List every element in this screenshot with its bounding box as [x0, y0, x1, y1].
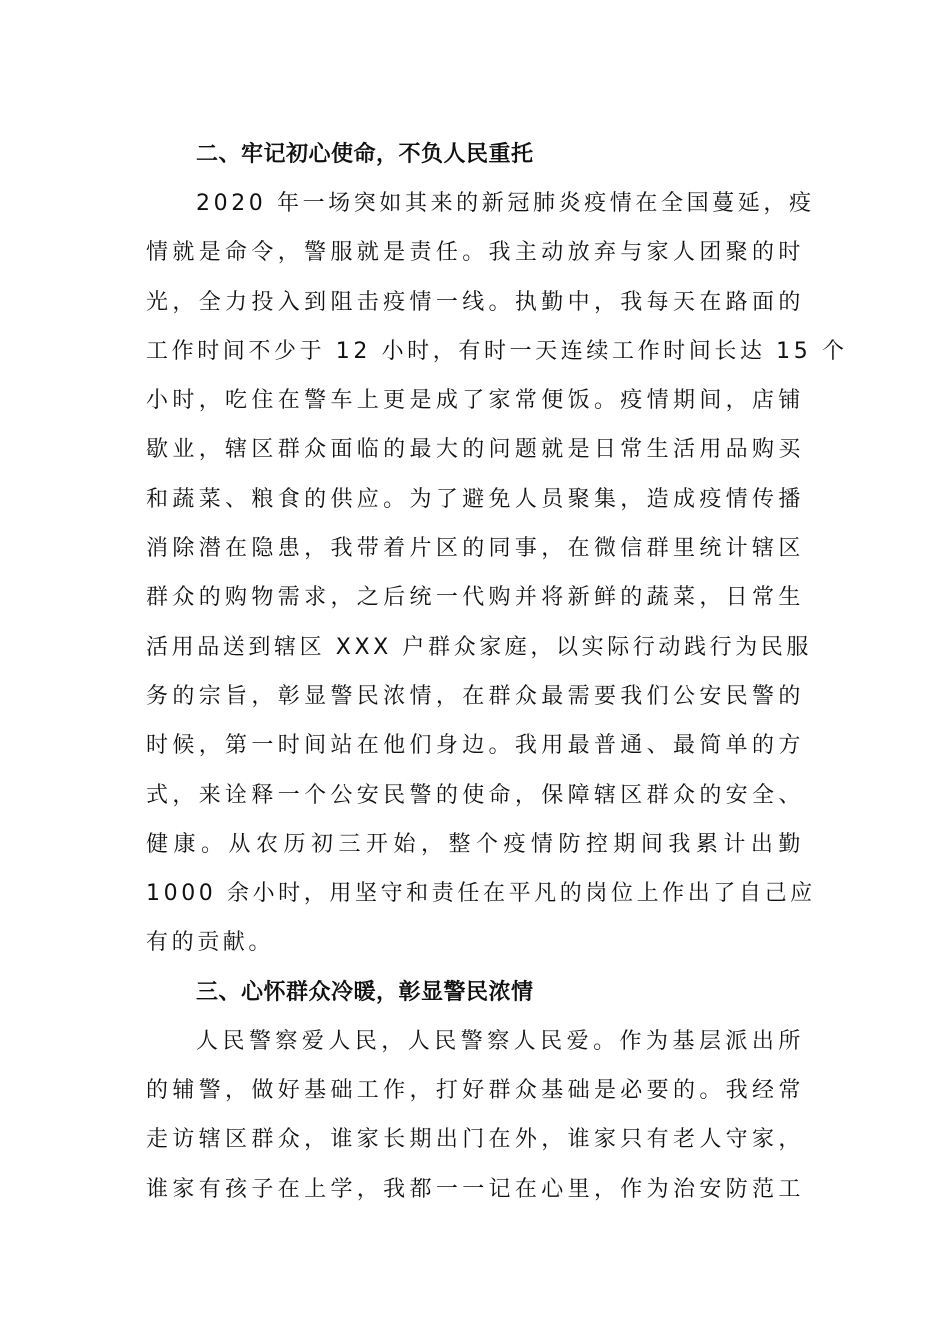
paragraph-line: 小时，吃住在警车上更是成了家常便饭。疫情期间，店铺 — [146, 388, 804, 414]
paragraph-line: 情就是命令，警服就是责任。我主动放弃与家人团聚的时 — [146, 240, 804, 266]
document-body — [146, 130, 848, 1214]
paragraph-line: 时候，第一时间站在他们身边。我用最普通、最简单的方 — [146, 733, 804, 759]
paragraph-line: 1000 余小时，用坚守和责任在平凡的岗位上作出了自己应 — [146, 881, 816, 907]
section-heading-2: 二、牢记初心使命，不负人民重托 — [196, 142, 534, 167]
paragraph-line: 有的贡献。 — [146, 930, 275, 956]
paragraph-line: 健康。从农历初三开始，整个疫情防控期间我累计出勤 — [146, 831, 804, 857]
paragraph-line: 谁家有孩子在上学，我都一一记在心里，作为治安防范工 — [146, 1176, 804, 1202]
section-3-paragraph — [146, 1017, 804, 1214]
paragraph-line: 歇业，辖区群众面临的最大的问题就是日常生活用品购买 — [146, 437, 804, 463]
paragraph-line: 消除潜在隐患，我带着片区的同事，在微信群里统计辖区 — [146, 536, 804, 562]
paragraph-line: 人民警察爱人民，人民警察人民爱。作为基层派出所 — [196, 1028, 804, 1054]
section-heading-3: 三、心怀群众冷暖，彰显警民浓情 — [196, 979, 534, 1005]
paragraph-line: 的辅警，做好基础工作，打好群众基础是必要的。我经常 — [146, 1078, 804, 1104]
paragraph-line: 式，来诠释一个公安民警的使命，保障辖区群众的安全、 — [146, 782, 804, 808]
paragraph-line: 2020 年一场突如其来的新冠肺炎疫情在全国蔓延，疫 — [196, 191, 815, 216]
paragraph-line: 活用品送到辖区 XXX 户群众家庭，以实际行动践行为民服 — [146, 634, 813, 660]
paragraph-line: 走访辖区群众，谁家长期出门在外，谁家只有老人守家， — [146, 1127, 804, 1153]
paragraph-line: 务的宗旨，彰显警民浓情，在群众最需要我们公安民警的 — [146, 683, 804, 709]
paragraph-line: 工作时间不少于 12 小时，有时一天连续工作时间长达 15 个 — [146, 338, 848, 364]
paragraph-line: 和蔬菜、粮食的供应。为了避免人员聚集，造成疫情传播 — [146, 486, 804, 512]
paragraph-line: 群众的购物需求，之后统一代购并将新鲜的蔬菜，日常生 — [146, 585, 804, 611]
section-2-paragraph — [146, 179, 848, 968]
paragraph-line: 光，全力投入到阻击疫情一线。执勤中，我每天在路面的 — [146, 289, 804, 315]
